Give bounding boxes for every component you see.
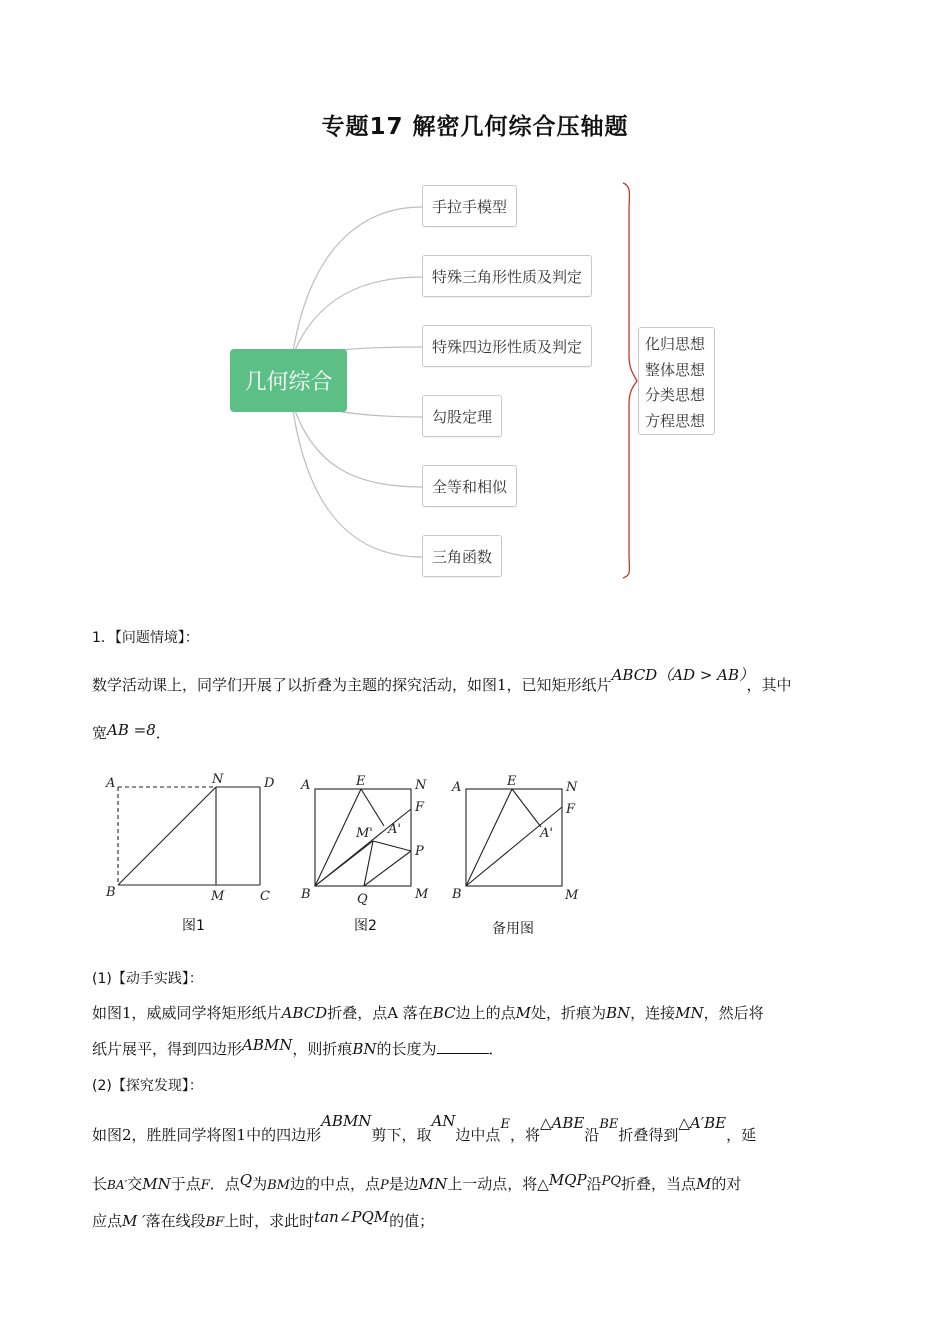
summary-item: 整体思想 xyxy=(645,360,706,379)
point-label: M' xyxy=(356,826,373,841)
point-label: D xyxy=(264,776,275,791)
question-heading-text: 【问题情境】： xyxy=(114,630,199,646)
point-label: M xyxy=(415,887,429,902)
question-heading xyxy=(92,627,199,647)
point-label: A xyxy=(301,778,311,793)
mindmap-branch: 手拉手模型 xyxy=(422,185,517,227)
point-label: N xyxy=(415,778,427,793)
intro-text: 宽 xyxy=(92,724,108,742)
intro-math: ABCD（AD > AB） xyxy=(611,666,747,684)
mindmap-branch: 勾股定理 xyxy=(422,395,502,437)
page-title: 专题17 解密几何综合压轴题 xyxy=(321,114,629,140)
point-label: M xyxy=(565,888,579,903)
point-label: M xyxy=(211,889,225,904)
question-intro-line2 xyxy=(92,722,171,743)
point-label: A' xyxy=(388,822,401,837)
mindmap-branch: 特殊三角形性质及判定 xyxy=(422,255,592,297)
mindmap-center-node: 几何综合 xyxy=(230,349,347,412)
intro-math: AB =8 xyxy=(107,721,156,739)
mindmap-branch: 特殊四边形性质及判定 xyxy=(422,325,592,367)
point-label: N xyxy=(566,780,578,795)
question-intro-line1 xyxy=(92,666,792,695)
part1-label: (1)【动手实践】： xyxy=(92,971,203,987)
figure-caption: 图1 xyxy=(182,918,205,934)
point-label: B xyxy=(301,887,311,902)
mindmap-branch: 三角函数 xyxy=(422,535,502,577)
mindmap-connectors xyxy=(0,0,950,620)
point-label: A' xyxy=(540,826,553,841)
answer-blank[interactable] xyxy=(437,1039,489,1054)
intro-text: ． xyxy=(155,724,171,742)
point-label: A xyxy=(452,780,462,795)
part2-line3: 应点M ′落在线段BF上时，求此时tan∠PQM的值； xyxy=(92,1208,435,1230)
point-label: E xyxy=(507,774,517,789)
summary-item: 化归思想 xyxy=(645,335,706,353)
point-label: E xyxy=(356,774,366,789)
point-label: B xyxy=(452,887,462,902)
part2-line2: 长BA′交MN于点F．点Q为BM边的中点，点P是边MN上一动点，将△MQP沿PQ折叠，当点M的对 xyxy=(92,1171,742,1193)
part1-line1: 如图1，威威同学将矩形纸片ABCD折叠，点A 落在BC边上的点M处，折痕为BN，连接MN，然后将 xyxy=(92,1004,764,1022)
part2-line1: 如图2，胜胜同学将图1中的四边形ABMN剪下，取AN边中点E，将△ABE沿BE折叠得到△A′BE，延 xyxy=(92,1112,757,1144)
figure-caption: 图2 xyxy=(354,918,377,934)
point-label: C xyxy=(260,889,270,904)
point-label: A xyxy=(106,776,116,791)
point-label: N xyxy=(212,772,224,787)
figure-caption: 备用图 xyxy=(492,921,534,937)
part2-label: (2)【探究发现】： xyxy=(92,1078,203,1094)
summary-bracket xyxy=(623,183,637,578)
mindmap-summary-box xyxy=(638,327,715,435)
point-label: B xyxy=(106,885,116,900)
mindmap-branch: 全等和相似 xyxy=(422,465,517,507)
figure-1 xyxy=(118,787,260,885)
intro-text: 数学活动课上，同学们开展了以折叠为主题的探究活动，如图1，已知矩形纸片 xyxy=(92,676,612,694)
intro-text: ，其中 xyxy=(746,676,792,694)
point-label: F xyxy=(566,802,576,817)
summary-item: 分类思想 xyxy=(645,386,706,404)
summary-item: 方程思想 xyxy=(645,411,706,430)
question-number: 1． xyxy=(92,630,115,646)
point-label: Q xyxy=(357,892,368,907)
part1-line2: 纸片展平，得到四边形ABMN，则折痕BN的长度为 ． xyxy=(92,1036,504,1058)
point-label: P xyxy=(415,844,424,859)
point-label: F xyxy=(415,800,425,815)
